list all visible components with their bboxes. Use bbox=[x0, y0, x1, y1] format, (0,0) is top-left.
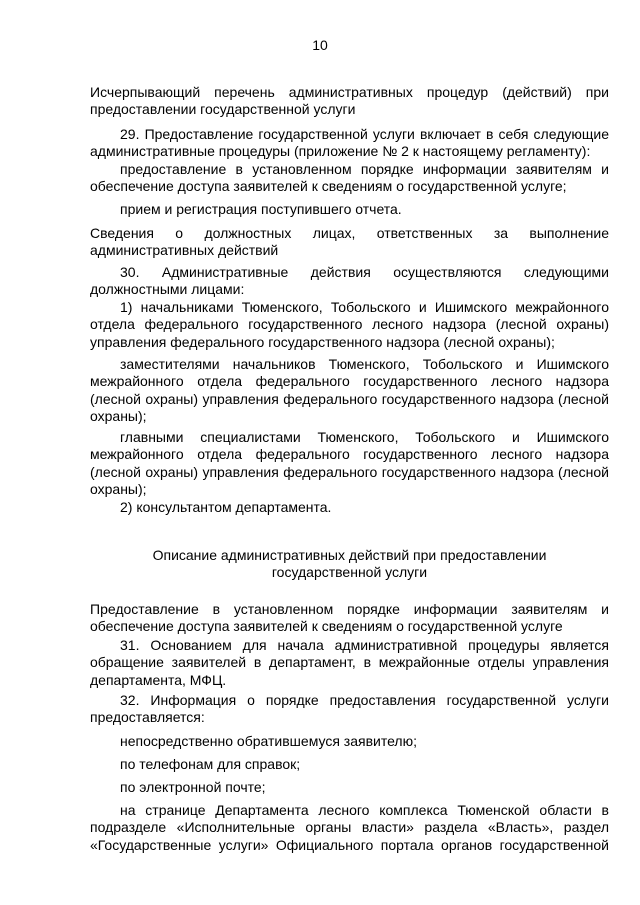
heading-procedures-list: Исчерпывающий перечень административных процедур (действий) при предоставлении государственной услуги bbox=[90, 84, 609, 118]
heading-responsible-officials: Сведения о должностных лицах, ответственных за выполнение административных действий bbox=[90, 225, 609, 259]
paragraph-32-item-2: по телефонам для справок; bbox=[120, 756, 301, 772]
paragraph-30-item-2: заместителями начальников Тюменского, Тобольского и Ишимского межрайонного отдела федерального государственного лесного надзора (лесной охраны) управления федерального государственного надзора (лесной охраны); bbox=[90, 356, 609, 424]
paragraph-30-item-4: 2) консультантом департамента. bbox=[120, 499, 332, 515]
paragraph-30-item-3: главными специалистами Тюменского, Тобольского и Ишимского межрайонного отдела федерального государственного лесного надзора (лесной охраны) управления федерального государственного надзора (лесной охраны); bbox=[90, 429, 609, 497]
section-title-line-2: государственной услуги bbox=[271, 564, 428, 580]
page-number: 10 bbox=[312, 37, 328, 53]
section-title-line-1: Описание административных действий при предоставлении bbox=[152, 547, 547, 563]
paragraph-32-item-4: на странице Департамента лесного комплекса Тюменской области в подразделе «Исполнительные органы власти» раздела «Власть», раздел «Государственные услуги» Официального портала органов государственной bbox=[90, 802, 609, 853]
paragraph-32-item-1: непосредственно обратившемуся заявителю; bbox=[120, 733, 417, 749]
paragraph-30: 30. Административные действия осуществляются следующими должностными лицами: bbox=[90, 264, 609, 298]
paragraph-29: 29. Предоставление государственной услуги включает в себя следующие административные процедуры (приложение № 2 к настоящему регламенту): bbox=[90, 126, 609, 160]
paragraph-32-item-3: по электронной почте; bbox=[120, 779, 266, 795]
paragraph-29-item-2: прием и регистрация поступившего отчета. bbox=[120, 201, 402, 217]
paragraph-31: 31. Основанием для начала административной процедуры является обращение заявителей в департамент, в межрайонные отделы управления департамента, МФЦ. bbox=[90, 637, 609, 688]
paragraph-29-item-1: предоставление в установленном порядке информации заявителям и обеспечение доступа заявителей к сведениям о государственной услуге; bbox=[90, 161, 609, 195]
paragraph-30-item-1: 1) начальниками Тюменского, Тобольского и Ишимского межрайонного отдела федерального государственного лесного надзора (лесной охраны) управления федерального государственного надзора (лесной охраны); bbox=[90, 299, 609, 350]
paragraph-32: 32. Информация о порядке предоставления государственной услуги предоставляется: bbox=[90, 692, 609, 726]
heading-information-provision: Предоставление в установленном порядке информации заявителям и обеспечение доступа заявителей к сведениям о государственной услуге bbox=[90, 601, 609, 635]
